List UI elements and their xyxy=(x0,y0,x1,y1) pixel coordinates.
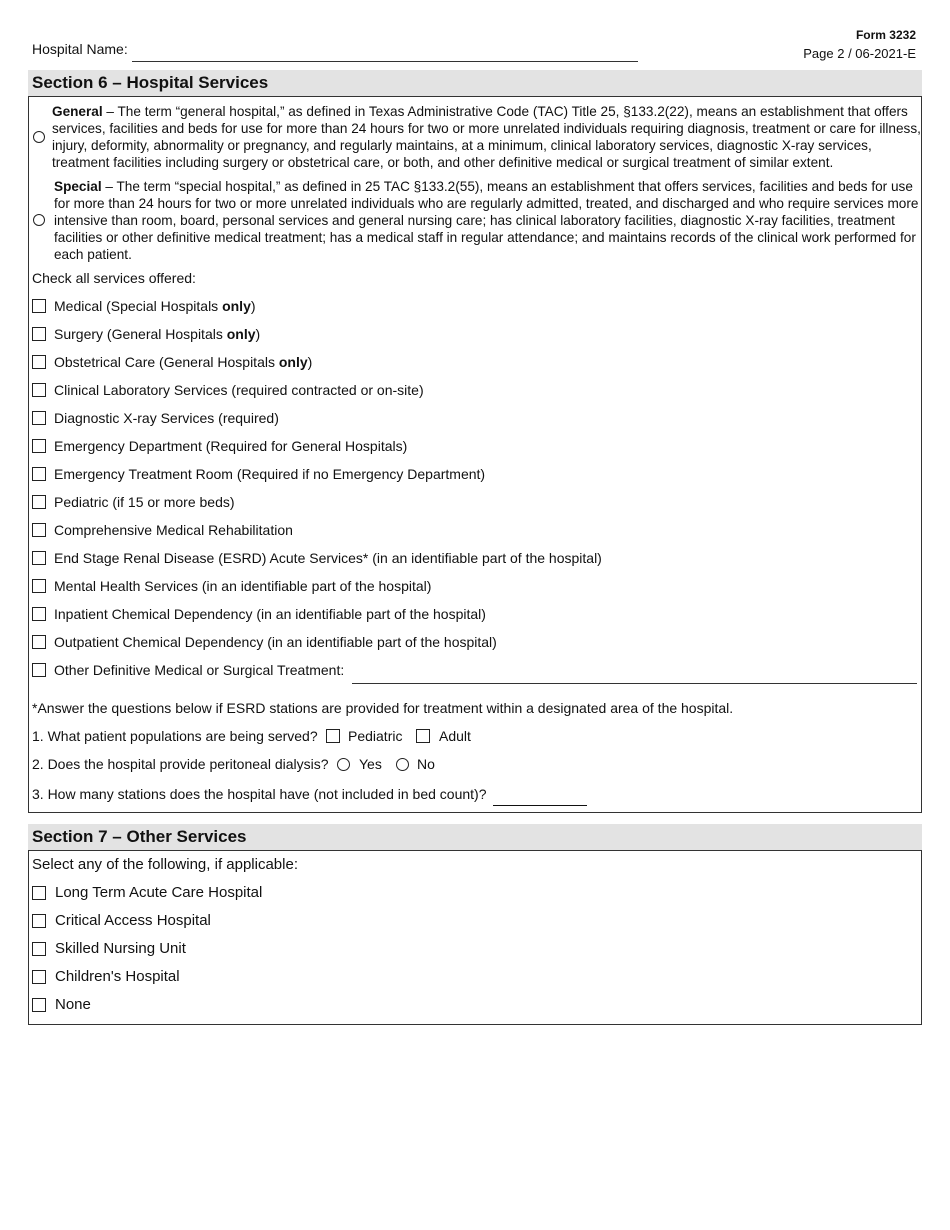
option-childrens-checkbox[interactable] xyxy=(32,970,46,984)
select-label: Select any of the following, if applicable: xyxy=(32,856,298,873)
general-text: – The term “general hospital,” as defined in Texas Administrative Code (TAC) Title 25, §133.2(22), means an establishment that offers services, facilities and beds for use for more than 24 hours for two or more unrelated individuals requiring diagnosis, treatment or care for illness, injury, deformity, abnormality or pregnancy, and regularly maintains, at a minimum, clinical laboratory services, diagnostic X-ray services, treatment facilities including surgery or obstetrical care, or both, and other definitive medical or surgical treatment of similar extent. xyxy=(52,104,921,170)
service-surgery-checkbox[interactable] xyxy=(32,327,46,341)
service-label: Pediatric (if 15 or more beds) xyxy=(54,494,235,510)
service-label: Diagnostic X-ray Services (required) xyxy=(54,410,279,426)
service-medical-checkbox[interactable] xyxy=(32,299,46,313)
hospital-name-label: Hospital Name: xyxy=(32,41,128,57)
q1-text: 1. What patient populations are being served? xyxy=(32,728,318,744)
option-label: Critical Access Hospital xyxy=(55,912,211,929)
service-obstetrical-checkbox[interactable] xyxy=(32,355,46,369)
service-xray-checkbox[interactable] xyxy=(32,411,46,425)
q3-stations-field[interactable] xyxy=(493,805,587,806)
service-label: Medical (Special Hospitals only) xyxy=(54,298,256,314)
form-title: Form 3232 xyxy=(855,28,916,42)
q2-no-label: No xyxy=(417,756,435,772)
special-term: Special xyxy=(54,179,102,194)
service-label: Inpatient Chemical Dependency (in an identifiable part of the hospital) xyxy=(54,606,486,622)
service-esrd-checkbox[interactable] xyxy=(32,551,46,565)
q2-no-radio[interactable] xyxy=(396,758,409,771)
hospital-name-field[interactable] xyxy=(132,61,638,62)
service-label: Outpatient Chemical Dependency (in an identifiable part of the hospital) xyxy=(54,634,497,650)
q3-text: 3. How many stations does the hospital have (not included in bed count)? xyxy=(32,786,487,802)
service-mental-health-checkbox[interactable] xyxy=(32,579,46,593)
option-none-checkbox[interactable] xyxy=(32,998,46,1012)
section-7-title: Section 7 – Other Services xyxy=(28,824,922,850)
service-label: Surgery (General Hospitals only) xyxy=(54,326,261,342)
option-ltac-checkbox[interactable] xyxy=(32,886,46,900)
service-inpatient-chemical-checkbox[interactable] xyxy=(32,607,46,621)
section-6-title: Section 6 – Hospital Services xyxy=(28,70,922,96)
special-hospital-description xyxy=(54,178,922,263)
section-7-box xyxy=(28,850,922,1025)
service-label: Other Definitive Medical or Surgical Treatment: xyxy=(54,662,345,678)
service-pediatric-checkbox[interactable] xyxy=(32,495,46,509)
q1-pediatric-label: Pediatric xyxy=(348,728,403,744)
service-other-checkbox[interactable] xyxy=(32,663,46,677)
service-label: Emergency Department (Required for General Hospitals) xyxy=(54,438,408,454)
service-emergency-room-checkbox[interactable] xyxy=(32,467,46,481)
general-hospital-radio[interactable] xyxy=(33,131,45,143)
special-text: – The term “special hospital,” as defined in 25 TAC §133.2(55), means an establishment that offers services, facilities and beds for use for more than 24 hours for two or more unrelated individuals who are regularly admitted, treated, and discharged and who require services more intensive than room, board, personal services and general nursing care; has clinical laboratory facilities, diagnostic X-ray facilities, treatment facilities or other definitive medical treatment; has a medical staff in regular attendance; and maintains records of the clinical work performed for each patient. xyxy=(54,179,919,262)
service-label: Obstetrical Care (General Hospitals only) xyxy=(54,354,313,370)
page-info: Page 2 / 06-2021-E xyxy=(803,46,916,61)
service-emergency-dept-checkbox[interactable] xyxy=(32,439,46,453)
service-clinical-lab-checkbox[interactable] xyxy=(32,383,46,397)
q2-yes-radio[interactable] xyxy=(337,758,350,771)
service-label: Comprehensive Medical Rehabilitation xyxy=(54,522,293,538)
service-rehabilitation-checkbox[interactable] xyxy=(32,523,46,537)
q2-text: 2. Does the hospital provide peritoneal dialysis? xyxy=(32,756,329,772)
q2-yes-label: Yes xyxy=(359,756,382,772)
option-label: None xyxy=(55,996,91,1013)
other-treatment-field[interactable] xyxy=(352,683,917,684)
general-hospital-description xyxy=(52,103,922,171)
check-all-label: Check all services offered: xyxy=(32,270,196,286)
option-skilled-nursing-checkbox[interactable] xyxy=(32,942,46,956)
service-label: Mental Health Services (in an identifiable part of the hospital) xyxy=(54,578,432,594)
special-hospital-radio[interactable] xyxy=(33,214,45,226)
service-label: Clinical Laboratory Services (required contracted or on-site) xyxy=(54,382,424,398)
option-label: Long Term Acute Care Hospital xyxy=(55,884,263,901)
general-term: General xyxy=(52,104,103,119)
option-critical-access-checkbox[interactable] xyxy=(32,914,46,928)
option-label: Skilled Nursing Unit xyxy=(55,940,186,957)
q1-pediatric-checkbox[interactable] xyxy=(326,729,340,743)
service-label: Emergency Treatment Room (Required if no Emergency Department) xyxy=(54,466,486,482)
q1-adult-label: Adult xyxy=(439,728,471,744)
esrd-note: *Answer the questions below if ESRD stations are provided for treatment within a designated area of the hospital. xyxy=(32,700,734,716)
option-label: Children's Hospital xyxy=(55,968,180,985)
service-outpatient-chemical-checkbox[interactable] xyxy=(32,635,46,649)
q1-adult-checkbox[interactable] xyxy=(416,729,430,743)
service-label: End Stage Renal Disease (ESRD) Acute Services* (in an identifiable part of the hospital) xyxy=(54,550,602,566)
